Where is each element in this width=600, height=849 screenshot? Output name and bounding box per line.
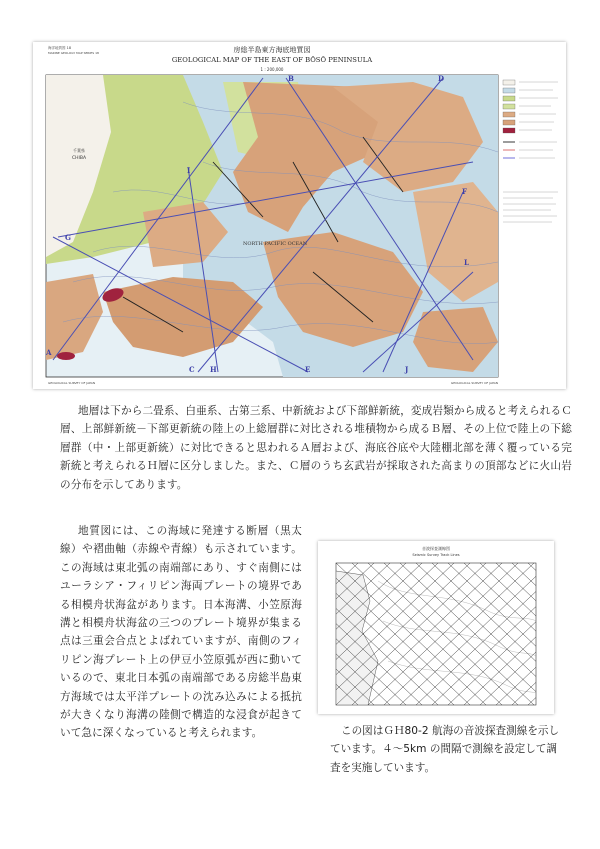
profile-label-c: C xyxy=(189,365,195,374)
map-footer-right: GEOLOGICAL SURVEY OF JAPAN xyxy=(450,381,498,385)
geological-map xyxy=(33,42,566,389)
profile-label-b: B xyxy=(288,74,294,83)
land-label-jp: 千葉県 xyxy=(73,148,85,153)
track-line xyxy=(544,563,554,705)
body-paragraph-stratigraphy: 地層は下から二畳系、白亜系、古第三系、中新統および下部鮮新統，変成岩類から成ると考えられるＣ層、上部鮮新統－下部更新統の陸上の上総層群に対比される堆積物から成るＢ層、その上位で陸上の下総層群（中・上部更新統）に対比できると思われるＡ層および、海底谷底や大陸棚北部を薄く覆っている完新統と考えられるＨ層に区分しました。また、Ｃ層のうち玄武岩が採取された高まりの頂部などに火山岩の分布を示してあります。 xyxy=(60,405,572,491)
map-footer-left: GEOLOGICAL SURVEY OF JAPAN xyxy=(48,381,96,385)
map-scale: 1 : 200,000 xyxy=(260,67,284,72)
map-legend xyxy=(503,80,558,222)
profile-label-j: J xyxy=(405,365,409,374)
survey-track-figure xyxy=(318,541,554,714)
profile-label-a: A xyxy=(46,348,52,357)
survey-title-en: Seismic Survey Track Lines xyxy=(412,553,460,557)
sea-label: NORTH PACIFIC OCEAN xyxy=(243,241,308,247)
profile-label-l: L xyxy=(464,258,469,267)
land-label-en: CHIBA xyxy=(72,156,87,161)
geological-map-figure xyxy=(33,42,566,389)
survey-title-jp: 音波探査測線図 xyxy=(422,546,450,551)
survey-track-map xyxy=(318,541,554,714)
volcanic-area-2 xyxy=(57,352,75,360)
profile-label-d: D xyxy=(438,74,445,83)
body-paragraph-tectonics: 地質図には、この海域に発達する断層（黒太線）や褶曲軸（赤線や青線）も示されています。この海域は東北弧の南端部にあり、すぐ南側にはユーラシア・フィリピン海両プレートの境界である相模舟状海盆があります。日本海溝、小笠原海溝と相模舟状海盆の三つのプレート境界が集まる点は三重会合点とよばれていますが、南側のフィリピン海プレート上の伊豆小笠原弧が西に動いているので、東北日本弧の南端部である房総半島東方海域では太平洋プレートの沈み込みによる抵抗が大きくなり海溝の陸側で構造的な浸食が起きていて急に深くなっていると考えられます。 xyxy=(60,525,302,740)
map-series-en: MARINE GEOLOGY MAP SERIES 18 xyxy=(48,51,99,55)
track-line xyxy=(544,563,554,705)
profile-label-f: F xyxy=(462,187,467,196)
map-series-jp: 海洋地質図 18 xyxy=(48,46,72,50)
map-jp-title: 房総半島東方海底地質図 xyxy=(233,46,311,54)
survey-caption: この図はＧＨ80-2 航海の音波探査測線を示しています。４～5km の間隔で測線を設定して調査を実施しています。 xyxy=(330,725,560,774)
map-en-title: GEOLOGICAL MAP OF THE EAST OF BŌSŌ PENINSULA xyxy=(171,56,373,64)
profile-label-g: G xyxy=(65,233,71,242)
profile-label-h: H xyxy=(210,365,217,374)
profile-label-e: E xyxy=(305,365,311,374)
profile-label-i: I xyxy=(187,166,191,175)
